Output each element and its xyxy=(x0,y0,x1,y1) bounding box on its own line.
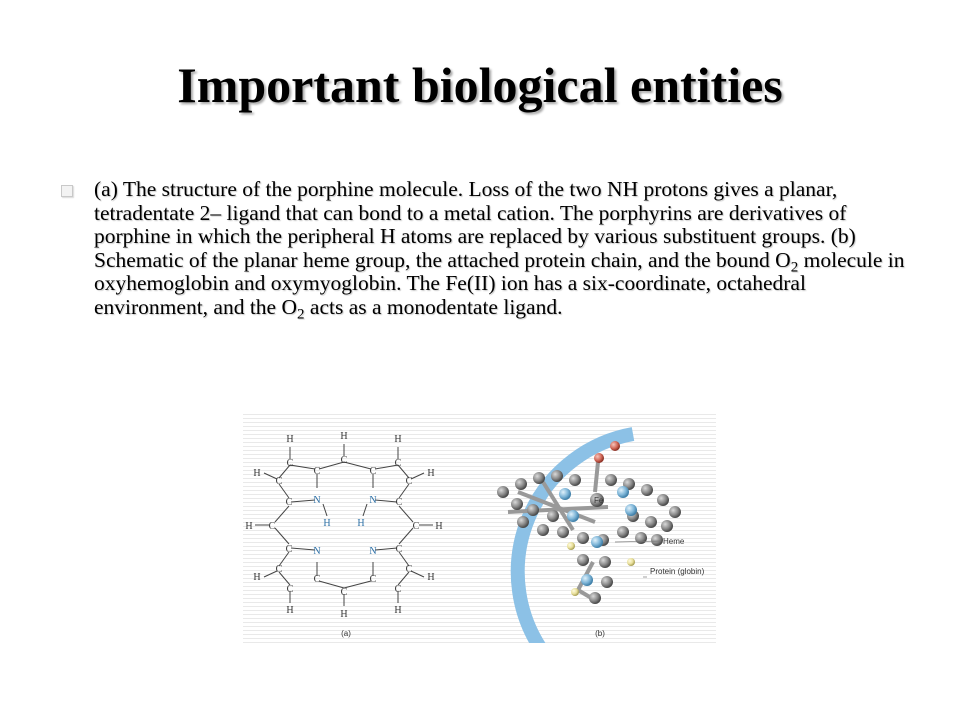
svg-text:H: H xyxy=(394,605,402,616)
svg-text:C: C xyxy=(285,497,293,508)
svg-text:C: C xyxy=(286,584,294,595)
svg-text:H: H xyxy=(435,521,443,532)
svg-text:C: C xyxy=(412,521,420,532)
svg-text:N: N xyxy=(369,546,377,557)
svg-text:C: C xyxy=(340,587,348,598)
svg-text:C: C xyxy=(395,497,403,508)
bullet-text xyxy=(94,177,910,322)
svg-text:C: C xyxy=(394,458,402,469)
svg-text:C: C xyxy=(286,458,294,469)
svg-text:H: H xyxy=(286,605,294,616)
caption-a: (a) xyxy=(341,629,351,638)
porphine-heme-figure xyxy=(243,412,716,643)
svg-text:N: N xyxy=(313,546,321,557)
svg-text:N: N xyxy=(313,495,321,506)
svg-text:H: H xyxy=(253,572,261,583)
svg-text:C: C xyxy=(313,466,321,477)
bullet-list xyxy=(60,177,910,322)
bullet-marker-icon xyxy=(61,185,73,197)
svg-text:H: H xyxy=(323,518,331,529)
o2-subscript-1: 2 xyxy=(790,259,799,275)
svg-text:H: H xyxy=(286,434,294,445)
svg-text:H: H xyxy=(340,609,348,620)
svg-text:H: H xyxy=(427,468,435,479)
svg-text:C: C xyxy=(369,574,377,585)
svg-text:C: C xyxy=(285,544,293,555)
protein-label: Protein (globin) xyxy=(650,567,705,576)
bullet-text-part-3: acts as a monodentate ligand. xyxy=(304,294,563,319)
slide-title: Important biological entities xyxy=(177,57,783,113)
svg-text:C: C xyxy=(340,455,348,466)
svg-text:C: C xyxy=(275,476,283,487)
svg-text:N: N xyxy=(369,495,377,506)
svg-text:H: H xyxy=(340,431,348,442)
caption-b: (b) xyxy=(595,629,605,638)
svg-text:C: C xyxy=(369,466,377,477)
svg-text:C: C xyxy=(394,584,402,595)
svg-text:C: C xyxy=(395,544,403,555)
svg-text:H: H xyxy=(427,572,435,583)
fe-label: Fe xyxy=(594,496,604,505)
svg-text:C: C xyxy=(268,521,276,532)
svg-text:H: H xyxy=(253,468,261,479)
bullet-text-part-1: (a) The structure of the porphine molecule. Loss of the two NH protons gives a planar, tetradentate 2– ligand that can bond to a metal cation. The porphyrins are derivatives of porphine in which the peripheral H atoms are replaced by various substituent groups. (b) Schematic of the planar heme group, the attached protein chain, and the bound O xyxy=(94,177,856,272)
heme-label: Heme xyxy=(663,537,685,546)
svg-text:C: C xyxy=(313,574,321,585)
bullet-text-part-2: molecule in oxyhemoglobin and oxymyoglobin. The Fe(II) ion has a six-coordinate, octahedral environment, and the O xyxy=(94,247,905,319)
svg-text:H: H xyxy=(394,434,402,445)
svg-text:C: C xyxy=(275,564,283,575)
figure-svg xyxy=(243,412,716,643)
figure-background xyxy=(243,412,716,643)
svg-text:C: C xyxy=(405,564,413,575)
svg-text:H: H xyxy=(357,518,365,529)
o2-subscript-2: 2 xyxy=(297,306,305,322)
svg-text:C: C xyxy=(405,476,413,487)
svg-text:H: H xyxy=(245,521,253,532)
